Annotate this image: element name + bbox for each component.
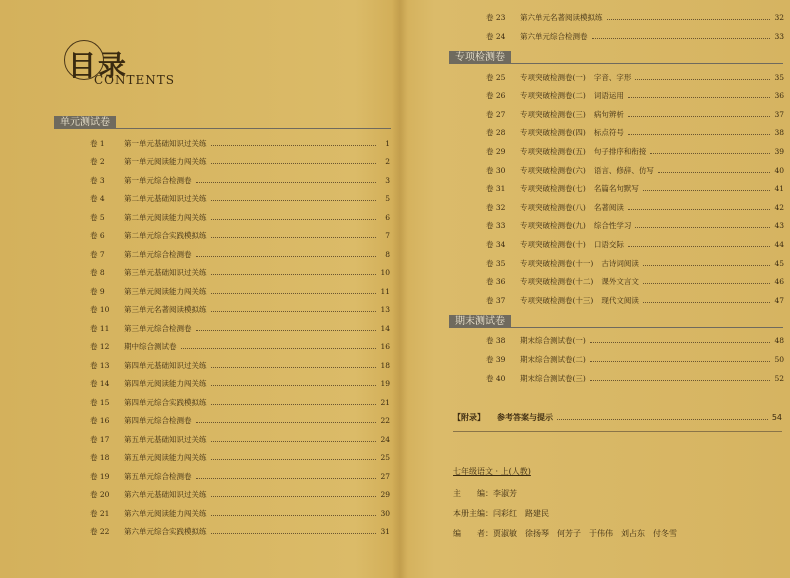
leader-dots — [658, 172, 770, 173]
entry-title: 第四单元综合实践模拟练 — [124, 397, 207, 407]
toc-entry[interactable] — [90, 264, 390, 282]
entry-number: 卷 19 — [90, 471, 110, 481]
entry-topic: 课外文言文 — [601, 277, 639, 287]
entry-page-number: 6 — [385, 212, 390, 222]
leader-dots — [211, 145, 377, 146]
leader-dots — [643, 283, 770, 284]
entry-page-number: 18 — [380, 360, 390, 370]
entry-topic: 古诗词阅读 — [601, 258, 639, 268]
entry-title: 专项突破检测卷(十二) — [520, 277, 594, 287]
leader-dots — [628, 209, 770, 210]
entry-title: 专项突破检测卷(一) — [520, 72, 586, 82]
appendix-tag: 【附录】 — [453, 412, 485, 422]
toc-entry[interactable] — [90, 227, 390, 245]
entry-title: 第二单元基础知识过关练 — [124, 194, 207, 203]
leader-dots — [211, 515, 377, 516]
entry-topic: 综合性学习 — [593, 221, 632, 231]
toc-entry[interactable] — [90, 301, 390, 319]
entry-page-number: 33 — [774, 31, 784, 41]
entry-title: 第六单元阅读能力闯关练 — [124, 508, 207, 518]
entry-page-number: 38 — [774, 128, 784, 138]
toc-entry[interactable] — [486, 105, 784, 123]
section-label: 期末测试卷 — [449, 315, 511, 328]
entry-number: 卷 28 — [486, 128, 506, 138]
entry-topic: 名篇名句默写 — [593, 184, 639, 194]
toc-entry[interactable] — [486, 254, 784, 272]
toc-entry[interactable] — [90, 338, 390, 356]
toc-entry[interactable] — [90, 356, 390, 374]
leader-dots — [643, 265, 770, 266]
entry-number: 卷 3 — [90, 175, 105, 185]
entry-title: 专项突破检测卷(八) — [520, 202, 586, 212]
entry-title: 第二单元综合检测卷 — [124, 249, 192, 259]
entry-topic: 病句辨析 — [593, 109, 624, 119]
leader-dots — [211, 200, 377, 201]
entry-page-number: 14 — [380, 323, 390, 333]
leader-dots — [590, 342, 770, 343]
entry-number: 卷 6 — [90, 231, 105, 240]
entry-page-number: 22 — [380, 416, 390, 425]
entry-number: 卷 2 — [90, 157, 105, 166]
entry-number: 卷 8 — [90, 268, 105, 277]
toc-entry[interactable] — [486, 369, 784, 387]
entry-number: 卷 20 — [90, 490, 110, 499]
leader-dots — [590, 380, 770, 381]
entry-page-number: 5 — [385, 194, 390, 203]
leader-dots — [650, 153, 770, 154]
entry-page-number: 10 — [380, 268, 390, 277]
entry-page-number: 13 — [380, 305, 390, 314]
section-header-final — [449, 315, 783, 328]
entry-title: 第一单元综合检测卷 — [124, 175, 192, 185]
entry-number: 卷 37 — [486, 295, 506, 305]
entry-title: 第三单元阅读能力闯关练 — [124, 286, 207, 296]
authors: 编 者：贾淑敏 徐扬琴 何芳子 于伟伟 刘占东 付冬雪 — [453, 529, 677, 538]
leader-dots — [181, 348, 377, 349]
section-label: 专项检测卷 — [449, 51, 511, 64]
entry-number: 卷 40 — [486, 373, 506, 383]
entry-number: 卷 18 — [90, 453, 110, 462]
entry-title: 第六单元综合实践模拟练 — [124, 527, 207, 536]
leader-dots — [590, 361, 770, 362]
leader-dots — [211, 237, 377, 238]
entry-topic: 词语运用 — [593, 91, 624, 101]
book-gutter — [392, 0, 408, 578]
leader-dots — [211, 311, 377, 312]
entry-number: 卷 29 — [486, 146, 506, 156]
entry-page-number: 36 — [774, 91, 784, 101]
entry-title: 第六单元综合检测卷 — [520, 31, 588, 41]
entry-number: 卷 24 — [486, 31, 506, 41]
toc-entry[interactable] — [486, 8, 784, 26]
entry-title: 专项突破检测卷(四) — [520, 128, 586, 138]
entry-title: 期末综合测试卷(二) — [520, 354, 586, 364]
leader-dots — [211, 441, 377, 442]
entry-title: 第四单元阅读能力闯关练 — [124, 379, 207, 388]
leader-dots — [211, 385, 377, 386]
entry-page-number: 43 — [774, 221, 784, 231]
entry-page-number: 1 — [385, 138, 390, 148]
entry-title: 第三单元名著阅读模拟练 — [124, 305, 207, 314]
entry-topic: 标点符号 — [593, 128, 624, 138]
toc-entry[interactable] — [90, 467, 390, 485]
entry-title: 第五单元阅读能力闯关练 — [124, 453, 207, 462]
toc-entry[interactable] — [486, 235, 784, 253]
entry-title: 第四单元基础知识过关练 — [124, 360, 207, 370]
leader-dots — [211, 496, 377, 497]
entry-page-number: 30 — [380, 508, 390, 518]
entry-topic: 语言、修辞、仿写 — [593, 165, 654, 175]
entry-title: 专项突破检测卷(九) — [520, 221, 586, 231]
toc-entry[interactable] — [90, 190, 390, 208]
toc-entry[interactable] — [90, 393, 390, 411]
entry-number: 卷 25 — [486, 72, 506, 82]
leader-dots — [592, 38, 771, 39]
leader-dots — [643, 302, 770, 303]
entry-number: 卷 16 — [90, 416, 110, 425]
leader-dots — [196, 478, 377, 479]
entry-number: 卷 17 — [90, 434, 110, 444]
entry-title: 第五单元基础知识过关练 — [124, 434, 207, 444]
leader-dots — [557, 419, 768, 420]
toc-entry[interactable] — [90, 375, 390, 393]
appendix-title: 参考答案与提示 — [497, 412, 553, 422]
toc-entry[interactable] — [486, 124, 784, 142]
entry-title: 第三单元基础知识过关练 — [124, 268, 207, 277]
entry-title: 第二单元综合实践模拟练 — [124, 231, 207, 240]
entry-number: 卷 33 — [486, 221, 506, 231]
entry-page-number: 39 — [774, 146, 784, 156]
section-header-unit — [54, 116, 391, 129]
entry-title: 第六单元名著阅读模拟练 — [520, 12, 603, 22]
entry-topic: 名著阅读 — [593, 202, 624, 212]
entry-number: 卷 9 — [90, 286, 105, 296]
entry-title: 专项突破检测卷(五) — [520, 146, 586, 156]
leader-dots — [211, 219, 377, 220]
appendix-page: 54 — [771, 412, 782, 422]
entry-page-number: 24 — [380, 434, 390, 444]
toc-entry[interactable] — [90, 430, 390, 448]
leader-dots — [607, 19, 771, 20]
entry-number: 卷 38 — [486, 335, 506, 345]
entry-page-number: 46 — [774, 277, 784, 287]
entry-number: 卷 11 — [90, 323, 110, 333]
entry-page-number: 31 — [380, 527, 390, 536]
entry-topic: 口语交际 — [593, 239, 624, 249]
entry-number: 卷 13 — [90, 360, 110, 370]
toc-entry[interactable] — [486, 27, 784, 45]
leader-dots — [211, 367, 377, 368]
entry-page-number: 37 — [774, 109, 784, 119]
leader-dots — [635, 79, 770, 80]
book-title: 七年级语文 · 上(人教) — [453, 467, 531, 476]
entry-page-number: 40 — [774, 165, 784, 175]
leader-dots — [196, 256, 377, 257]
toc-entry[interactable] — [90, 171, 390, 189]
entry-page-number: 35 — [774, 72, 784, 82]
leader-dots — [643, 190, 770, 191]
entry-page-number: 16 — [380, 342, 390, 351]
toc-entry[interactable] — [486, 180, 784, 198]
entry-title: 专项突破检测卷(三) — [520, 109, 586, 119]
entry-page-number: 27 — [380, 471, 390, 481]
toc-entry[interactable] — [90, 282, 390, 300]
entry-number: 卷 27 — [486, 109, 506, 119]
toc-entry[interactable] — [486, 198, 784, 216]
entry-page-number: 41 — [774, 184, 784, 194]
toc-entry[interactable] — [90, 208, 390, 226]
page-subtitle: CONTENTS — [94, 73, 176, 87]
entry-page-number: 25 — [380, 453, 390, 462]
toc-entry[interactable] — [486, 273, 784, 291]
section-rule — [116, 116, 391, 129]
section-rule — [511, 51, 783, 64]
entry-number: 卷 34 — [486, 239, 506, 249]
toc-entry[interactable] — [486, 217, 784, 235]
leader-dots — [628, 116, 770, 117]
toc-entry[interactable] — [486, 350, 784, 368]
leader-dots — [635, 227, 770, 228]
leader-dots — [628, 134, 770, 135]
entry-number: 卷 31 — [486, 184, 506, 194]
entry-page-number: 2 — [385, 157, 390, 166]
entry-title: 第五单元综合检测卷 — [124, 471, 192, 481]
entry-page-number: 47 — [774, 295, 784, 305]
leader-dots — [211, 459, 377, 460]
entry-number: 卷 23 — [486, 12, 506, 22]
entry-topic: 句子排序和衔接 — [593, 146, 647, 156]
toc-entry[interactable] — [486, 331, 784, 349]
toc-entry[interactable] — [90, 523, 390, 541]
entry-number: 卷 1 — [90, 138, 105, 148]
section-rule — [511, 315, 783, 328]
toc-entry[interactable] — [90, 245, 390, 263]
entry-page-number: 7 — [385, 231, 390, 240]
entry-number: 卷 32 — [486, 202, 506, 212]
entry-number: 卷 39 — [486, 354, 506, 364]
leader-dots — [196, 422, 377, 423]
leader-dots — [628, 246, 770, 247]
entry-number: 卷 7 — [90, 249, 105, 259]
appendix-row[interactable] — [453, 410, 782, 424]
leader-dots — [211, 274, 377, 275]
entry-title: 第六单元基础知识过关练 — [124, 490, 207, 499]
divider — [453, 431, 782, 432]
entry-page-number: 48 — [774, 335, 784, 345]
entry-page-number: 44 — [774, 239, 784, 249]
entry-title: 专项突破检测卷(二) — [520, 91, 586, 101]
entry-page-number: 29 — [380, 490, 390, 499]
leader-dots — [211, 163, 377, 164]
entry-page-number: 50 — [774, 354, 784, 364]
entry-number: 卷 10 — [90, 305, 110, 314]
entry-number: 卷 14 — [90, 379, 110, 388]
entry-title: 专项突破检测卷(六) — [520, 165, 586, 175]
entry-topic: 现代文阅读 — [601, 295, 639, 305]
volume-editor: 本册主编：闫彩红 路建民 — [453, 509, 549, 518]
entry-title: 期末综合测试卷(一) — [520, 335, 586, 345]
leader-dots — [196, 182, 377, 183]
toc-entry[interactable] — [90, 153, 390, 171]
section-label: 单元测试卷 — [54, 116, 116, 129]
leader-dots — [628, 97, 770, 98]
page-title: 目录 — [68, 49, 129, 82]
entry-title: 期中综合测试卷 — [124, 342, 177, 351]
entry-title: 第三单元综合检测卷 — [124, 323, 192, 333]
toc-entry[interactable] — [90, 449, 390, 467]
entry-topic: 字音、字形 — [593, 72, 632, 82]
entry-page-number: 32 — [774, 12, 784, 22]
leader-dots — [196, 330, 377, 331]
entry-number: 卷 15 — [90, 397, 110, 407]
chief-editor: 主 编：李淑芳 — [453, 489, 517, 498]
entry-page-number: 52 — [774, 373, 784, 383]
toc-entry[interactable] — [486, 291, 784, 309]
entry-page-number: 45 — [774, 258, 784, 268]
entry-title: 第二单元阅读能力闯关练 — [124, 212, 207, 222]
entry-number: 卷 12 — [90, 342, 110, 351]
entry-title: 第一单元基础知识过关练 — [124, 138, 207, 148]
entry-title: 期末综合测试卷(三) — [520, 373, 586, 383]
entry-number: 卷 26 — [486, 91, 506, 101]
entry-number: 卷 21 — [90, 508, 110, 518]
entry-title: 专项突破检测卷(十三) — [520, 295, 594, 305]
entry-title: 专项突破检测卷(十) — [520, 239, 586, 249]
entry-page-number: 21 — [380, 397, 390, 407]
entry-title: 第一单元阅读能力闯关练 — [124, 157, 207, 166]
entry-page-number: 11 — [380, 286, 390, 296]
entry-number: 卷 36 — [486, 277, 506, 287]
entry-number: 卷 5 — [90, 212, 105, 222]
leader-dots — [211, 533, 377, 534]
toc-entry[interactable] — [90, 504, 390, 522]
section-header-special — [449, 51, 783, 64]
toc-entry[interactable] — [486, 142, 784, 160]
entry-title: 第四单元综合检测卷 — [124, 416, 192, 425]
entry-title: 专项突破检测卷(十一) — [520, 258, 594, 268]
toc-entry[interactable] — [90, 412, 390, 430]
entry-number: 卷 30 — [486, 165, 506, 175]
entry-number: 卷 22 — [90, 527, 110, 536]
toc-entry[interactable] — [486, 68, 784, 86]
toc-entry[interactable] — [90, 486, 390, 504]
entry-number: 卷 35 — [486, 258, 506, 268]
entry-page-number: 3 — [385, 175, 390, 185]
leader-dots — [211, 404, 377, 405]
entry-title: 专项突破检测卷(七) — [520, 184, 586, 194]
entry-number: 卷 4 — [90, 194, 105, 203]
toc-entry[interactable] — [90, 134, 390, 152]
toc-entry[interactable] — [90, 319, 390, 337]
entry-page-number: 42 — [774, 202, 784, 212]
entry-page-number: 19 — [380, 379, 390, 388]
toc-entry[interactable] — [486, 161, 784, 179]
entry-page-number: 8 — [385, 249, 390, 259]
toc-entry[interactable] — [486, 87, 784, 105]
leader-dots — [211, 293, 377, 294]
